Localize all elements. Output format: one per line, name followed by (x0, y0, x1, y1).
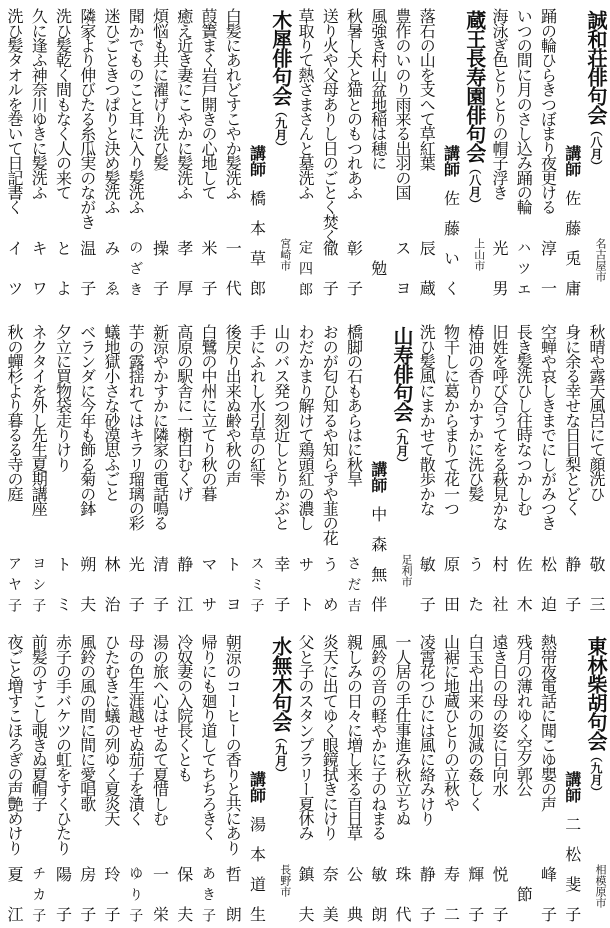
haiku-column (415, 318, 437, 618)
haiku-column (3, 2, 25, 302)
haiku-text: ベランダに今年も飾る菊の鉢 (77, 324, 97, 516)
haiku-author: トヨ (223, 556, 243, 612)
haiku-author: 寿二 (441, 866, 461, 922)
haiku-author: 林治 (102, 556, 121, 612)
group-header-column (270, 2, 292, 302)
group-city: 上山市 (472, 238, 486, 271)
haiku-column (173, 2, 195, 302)
haiku-text: 白鷺の中州に立てり秋の暮 (199, 324, 218, 501)
haiku-author: 輝子 (465, 866, 485, 922)
haiku-author: 夏江 (5, 866, 24, 922)
haiku-column (537, 2, 559, 302)
group-month: （九月） (273, 105, 288, 153)
haiku-author: 哲朗 (223, 866, 243, 922)
group-header-column (391, 318, 413, 618)
haiku-band-middle (0, 318, 610, 618)
haiku-column (3, 318, 25, 618)
haiku-text: 海泳ぎ色とりとりの帽子浮き (490, 8, 509, 200)
group-city: 宮崎市 (278, 238, 292, 271)
haiku-author: 定四郎 (297, 240, 313, 296)
haiku-text: 親しみの日々に増し来る百日草 (344, 634, 364, 840)
haiku-column (585, 318, 607, 618)
teacher-name: 湯本道生 (247, 816, 267, 922)
group-city: 足利市 (400, 554, 413, 587)
haiku-column (52, 2, 74, 302)
haiku-text: 朝涼のコーヒーの香りと共にあり (223, 634, 243, 855)
haiku-column (367, 2, 389, 302)
haiku-column (318, 2, 340, 302)
haiku-text: 赤子の手バケツの虹をすくひたり (53, 634, 73, 855)
haiku-column (124, 2, 146, 302)
teacher-column (561, 2, 583, 302)
haiku-author: スミ子 (248, 556, 265, 612)
haiku-column (100, 2, 122, 302)
haiku-author: 孝厚 (174, 240, 194, 296)
haiku-text: 聞かでものこと耳に入り髪洗ふ (126, 8, 146, 214)
haiku-text: 白玉や出来の加減の姦しく (465, 634, 485, 811)
haiku-text: 草取りて熱さまさんと墓洗ふ (296, 8, 315, 200)
group-month: （九月） (395, 421, 409, 469)
haiku-text: 凌霄花つひには風に絡みけり (417, 634, 437, 826)
teacher-name: 中森無伴 (368, 506, 388, 612)
haiku-text: 久に逢ふ神奈川ゆきに髪洗ふ (29, 8, 49, 200)
haiku-author: 操子 (150, 240, 170, 296)
haiku-column (537, 318, 559, 618)
haiku-column (294, 318, 316, 618)
haiku-author: 敏朗 (368, 866, 388, 922)
haiku-author: 淳一 (538, 240, 558, 296)
haiku-column (391, 2, 413, 302)
haiku-column (512, 628, 534, 928)
haiku-column (512, 2, 534, 302)
haiku-column (294, 2, 316, 302)
haiku-author: スヨ (393, 240, 412, 296)
teacher-column (246, 2, 268, 302)
haiku-author: 原田 (441, 556, 461, 612)
group-month: （九月） (589, 750, 603, 798)
haiku-column (270, 318, 292, 618)
haiku-column (173, 318, 195, 618)
haiku-text: 物干しに葛からまりて花一つ (441, 324, 461, 516)
haiku-author: マサ (199, 556, 218, 612)
haiku-text: 冷奴妻の入院長くとも (174, 634, 194, 782)
group-name: 水無木句会 (268, 636, 293, 731)
haiku-column (488, 628, 510, 928)
haiku-text: 迷ひごときつぱりと決め髪洗ふ (102, 8, 121, 214)
group-name: 東林柴胡句会 (584, 636, 608, 750)
haiku-author: のざき (127, 240, 144, 296)
haiku-column (76, 318, 98, 618)
haiku-author: 彰子 (344, 240, 364, 296)
haiku-text: いつの間に月のさし込み踊の輪 (514, 8, 534, 214)
haiku-column (343, 628, 365, 928)
teacher-label: 講師 (562, 145, 582, 177)
haiku-column (318, 318, 340, 618)
haiku-author: 清子 (150, 556, 170, 612)
haiku-text: 風鈴の音の軽やかに子のねまる (368, 634, 388, 840)
haiku-column (76, 2, 98, 302)
haiku-column (537, 628, 559, 928)
haiku-column (294, 628, 316, 928)
haiku-text: 前髪のすこし覗きぬ夏帽子 (29, 634, 49, 811)
haiku-author: 奈美 (320, 866, 340, 922)
haiku-column (561, 318, 583, 618)
group-title (270, 636, 292, 779)
teacher-label: 講師 (247, 771, 267, 803)
haiku-text: おのが匂ひ知るや知らずや韮の花 (320, 324, 340, 545)
haiku-text: 手にふれし水引草の紅雫 (247, 324, 267, 486)
haiku-author: 光子 (126, 556, 146, 612)
haiku-author: 徹子 (320, 240, 340, 296)
haiku-text: 椿油の香りかすかに洗ひ髪 (465, 324, 485, 501)
haiku-column (27, 318, 49, 618)
haiku-author: 朔夫 (77, 556, 97, 612)
haiku-text: 母の色生涯越せぬ茄子を漬く (126, 634, 146, 826)
group-name: 誠和荘俳句会 (584, 10, 608, 124)
haiku-text: 癒え近き妻にこやかに髪洗ふ (174, 8, 194, 200)
group-title (270, 10, 292, 153)
haiku-column (149, 2, 171, 302)
haiku-column (52, 318, 74, 618)
haiku-author: うた (465, 556, 485, 612)
haiku-author: さだ吉 (345, 556, 362, 612)
haiku-column (173, 628, 195, 928)
haiku-author: 敬三 (587, 556, 606, 612)
teacher-label: 講師 (441, 145, 461, 177)
teacher-column (367, 318, 389, 618)
haiku-text: 新涼やかすかに隣家の電話鳴る (150, 324, 170, 530)
haiku-text: 白髪にあれどすこやか髪洗ふ (223, 8, 243, 200)
haiku-column (464, 628, 486, 928)
haiku-column (488, 2, 510, 302)
haiku-author: 温子 (77, 240, 97, 296)
haiku-author: 房子 (77, 866, 97, 922)
haiku-author: 幸子 (271, 556, 291, 612)
haiku-text: 葭簀まく岩戸開きの心地して (199, 8, 218, 200)
haiku-text: わだかまり解けて鶏頭紅の濃し (296, 324, 315, 530)
haiku-column (76, 628, 98, 928)
haiku-text: 洗ひ髪タオルを巻いて日記書く (5, 8, 24, 214)
group-month: （八月） (467, 162, 482, 210)
haiku-text: 身に余る幸せな日日梨とどく (562, 324, 582, 516)
haiku-column (488, 318, 510, 618)
haiku-author: サト (296, 556, 315, 612)
haiku-column (149, 628, 171, 928)
haiku-text: 風鈴の風の間に間に愛唱歌 (77, 634, 97, 811)
haiku-author: とよ (53, 240, 73, 296)
haiku-author: イツ (5, 240, 24, 296)
haiku-text: 風強き村山盆地稲は穂に (368, 8, 388, 170)
haiku-text: 残月の薄れゆく空夕郭公 (514, 634, 534, 796)
haiku-author: 敏子 (417, 556, 437, 612)
haiku-author: 珠代 (393, 866, 412, 922)
haiku-column (100, 628, 122, 928)
teacher-label: 講師 (562, 771, 582, 803)
haiku-column (27, 2, 49, 302)
haiku-text: 橋脚の石もあらはに秋旱 (344, 324, 364, 486)
haiku-text: 洗ひ髪乾く間もなく人の来て (53, 8, 73, 200)
haiku-author: 公典 (344, 866, 364, 922)
group-name: 木犀俳句会 (268, 10, 293, 105)
haiku-text: ひたむきに蟻の列ゆく夏炎天 (102, 634, 121, 826)
haiku-column (415, 628, 437, 928)
haiku-column (415, 2, 437, 302)
haiku-author: うめ (320, 556, 340, 612)
teacher-name: 佐藤いく (441, 190, 461, 296)
haiku-column (124, 628, 146, 928)
teacher-label: 講師 (368, 461, 388, 493)
haiku-author: 勉 (368, 260, 388, 276)
haiku-text: 洗ひ髪風にまかせて散歩かな (417, 324, 437, 516)
group-city: 名古屋市 (594, 238, 607, 282)
haiku-text: 落石の山を支へて草紅葉 (417, 8, 437, 170)
group-header-column (585, 2, 607, 302)
haiku-author: 静子 (562, 556, 582, 612)
haiku-band-bottom (0, 628, 610, 928)
haiku-column (27, 628, 49, 928)
haiku-author: 陽子 (53, 866, 73, 922)
haiku-text: 山のバス発つ刻近しとりかぶと (271, 324, 291, 530)
teacher-name: 橋本草郎 (247, 190, 267, 296)
teacher-column (246, 628, 268, 928)
haiku-author: みゑ (102, 240, 121, 296)
haiku-author: 辰蔵 (417, 240, 437, 296)
haiku-text: 高原の駅舎に一樹白むくげ (174, 324, 194, 501)
haiku-text: 送り火や父母ありし日のごとく焚く (320, 8, 340, 244)
haiku-column (3, 628, 25, 928)
haiku-text: 芋の露揺れてはキラリ瑠璃の彩 (126, 324, 146, 530)
haiku-author: 光男 (490, 240, 509, 296)
haiku-text: 一人居の手仕事進み秋立ちぬ (393, 634, 412, 826)
group-title (585, 10, 607, 172)
teacher-name: 佐藤兎庸 (562, 190, 582, 296)
haiku-column (343, 318, 365, 618)
haiku-text: 炎天に出てゆく眼鏡拭きにけり (320, 634, 340, 840)
haiku-author: あき子 (200, 866, 216, 922)
haiku-text: 夜ごと増すこほろぎの声艶めけり (5, 634, 24, 855)
haiku-author: 村社 (490, 556, 509, 612)
haiku-author: アヤ子 (6, 556, 22, 612)
haiku-author: 鎮夫 (296, 866, 315, 922)
haiku-column (246, 318, 268, 618)
haiku-author: 悦子 (490, 866, 509, 922)
haiku-column (318, 628, 340, 928)
group-header-column (464, 2, 486, 302)
haiku-author: 保夫 (174, 866, 194, 922)
haiku-text: 煩悩も共に濯げり洗ひ髪 (150, 8, 170, 170)
haiku-text: 遠き日の母の姿に日向水 (490, 634, 509, 796)
group-name: 蔵王長寿園俳句会 (462, 10, 487, 162)
haiku-text: 豊作のいのり雨来る出羽の国 (393, 8, 412, 200)
haiku-column (124, 318, 146, 618)
haiku-author: 米子 (199, 240, 218, 296)
haiku-text: 湯の旅へ心はせゐて夏惜しむ (150, 634, 170, 826)
haiku-column (343, 2, 365, 302)
haiku-author: チカ子 (30, 866, 47, 922)
haiku-text: 蟻地獄小さな砂漠思ふごと (102, 324, 121, 501)
haiku-author: ヨシ子 (30, 556, 47, 612)
haiku-column (440, 318, 462, 618)
teacher-column (440, 2, 462, 302)
haiku-text: 秋暑し犬と猫とのもつれあふ (344, 8, 364, 200)
haiku-author: キワ (29, 240, 49, 296)
group-city: 長野市 (278, 864, 292, 897)
haiku-text: 旧姓を呼び合うてをる萩見かな (490, 324, 509, 530)
haiku-column (52, 628, 74, 928)
haiku-author: 静江 (174, 556, 194, 612)
haiku-text: 山裾に地蔵ひとりの立秋や (441, 634, 461, 811)
haiku-text: 踊の輪ひらきつぼまり夜更ける (538, 8, 558, 214)
haiku-author: ゆり子 (127, 866, 144, 922)
teacher-column (561, 628, 583, 928)
haiku-column (512, 318, 534, 618)
haiku-author: トミ (53, 556, 73, 612)
haiku-text: 秋の蟬杉より暮るる寺の庭 (5, 324, 24, 501)
teacher-name: 二松斐子 (562, 816, 582, 922)
group-month: （八月） (589, 124, 603, 172)
haiku-column (100, 318, 122, 618)
haiku-column (440, 628, 462, 928)
haiku-column (391, 628, 413, 928)
haiku-author: 静子 (417, 866, 437, 922)
teacher-label: 講師 (247, 145, 267, 177)
haiku-author: 佐木 (514, 556, 534, 612)
haiku-text: 隣家より伸びたる糸瓜実のながき (77, 8, 97, 229)
haiku-author: ハツエ (515, 240, 532, 296)
group-header-column (270, 628, 292, 928)
haiku-author: 一代 (223, 240, 243, 296)
haiku-column (221, 2, 243, 302)
group-month: （九月） (273, 731, 288, 779)
haiku-text: 熱帯夜電話に聞こゆ嬰の声 (538, 634, 558, 811)
haiku-author: 節 (514, 886, 534, 902)
haiku-column (197, 2, 219, 302)
haiku-column (367, 628, 389, 928)
haiku-text: 夕立に買物袋走りけり (53, 324, 73, 472)
haiku-text: 空蝉や哀しきまでにしがみつき (538, 324, 558, 530)
group-title (391, 326, 413, 469)
group-title (464, 10, 486, 210)
haiku-text: 長き髪洗ひし往時なつかしむ (514, 324, 534, 516)
haiku-author: 峰子 (538, 866, 558, 922)
group-header-column (585, 628, 607, 928)
haiku-text: 秋晴や露天風呂にて顔洗ひ (587, 324, 606, 501)
haiku-text: ネクタイを外し先生夏期講座 (29, 324, 49, 516)
group-name: 山寿俳句会 (390, 326, 414, 421)
group-city: 相模原市 (594, 864, 607, 908)
haiku-author: 一栄 (150, 866, 170, 922)
haiku-author: 松迫 (538, 556, 558, 612)
haiku-column (149, 318, 171, 618)
haiku-column (221, 318, 243, 618)
haiku-text: 後戻り出来ぬ齢や秋の声 (223, 324, 243, 486)
haiku-text: 父と子のスタンプラリー夏休み (296, 634, 315, 840)
haiku-author: 玲子 (102, 866, 121, 922)
haiku-column (464, 318, 486, 618)
haiku-text: 帰りにも廻り道してちちろきく (199, 634, 218, 840)
haiku-column (221, 628, 243, 928)
haiku-column (197, 628, 219, 928)
haiku-band-top (0, 2, 610, 302)
group-title (585, 636, 607, 798)
haiku-column (197, 318, 219, 618)
